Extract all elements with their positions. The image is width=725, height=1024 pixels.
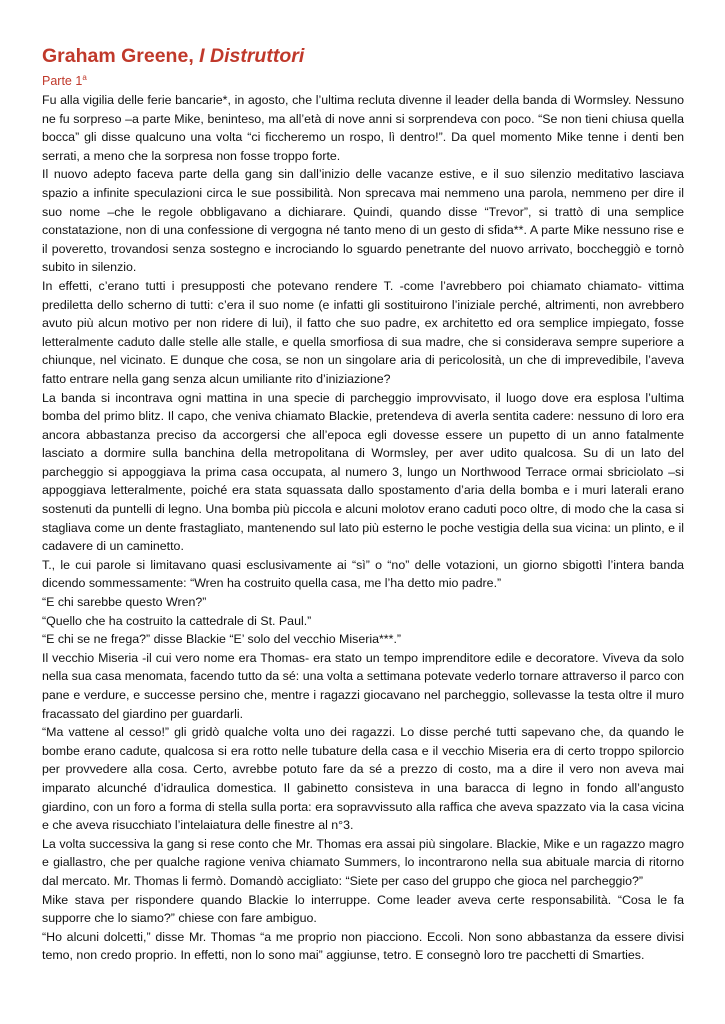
- paragraph: La volta successiva la gang si rese conto che Mr. Thomas era assai più singolare. Blackie, Mike e un ragazzo magro e giallastro, che per qualche ragione veniva chiamato Summers, lo incontrarono nella sua abituale marcia di ritorno dal mercato. Mr. Thomas li fermò. Domandò accigliato: “Siete per caso del gruppo che gioca nel parcheggio?”: [42, 836, 684, 888]
- paragraph: “Ho alcuni dolcetti,” disse Mr. Thomas “a me proprio non piacciono. Eccoli. Non sono abbastanza da essere divisi temo, non credo proprio. In effetti, non lo sono mai” aggiunse, tetro. E consegnò loro tre pacchetti di Smarties.: [42, 929, 684, 963]
- paragraph: Mike stava per rispondere quando Blackie lo interruppe. Come leader aveva certe responsabilità. “Cosa le fa supporre che lo siamo?” chiese con fare ambiguo.: [42, 892, 684, 926]
- paragraph: “E chi se ne frega?” disse Blackie “E’ solo del vecchio Miseria***.”: [42, 632, 402, 647]
- paragraph: La banda si incontrava ogni mattina in una specie di parcheggio improvvisato, il luogo dove era esplosa l’ultima bomba del primo blitz. Il capo, che veniva chiamato Blackie, pretendeva di averla sentita cadere: nessuno di loro era ancora abbastanza preciso da accorgersi che all’epoca egli dovesse essere un pupetto di un anno fatalmente lasciato a dormire sulla banchina della metropolitana di Wormsley, per aver udito qualcosa. Su di un lato del parcheggio si appoggiava la prima casa occupata, al numero 3, lungo un Northwood Terrace ormai sbriciolato –si appoggiava letteralmente, poiché era stata squassata dallo spostamento d’aria della bomba e i muri laterali erano sostenuti da puntelli di legno. Una bomba più piccola e alcuni molotov erano caduti poco oltre, di modo che la casa si stagliava come un dente frastagliato, mantenendo sul lato più esterno le poche vestigia della sua vicina: un plinto, e il cadavere di un caminetto.: [42, 390, 684, 554]
- paragraph: T., le cui parole si limitavano quasi esclusivamente ai “sì” o “no” delle votazioni, un giorno sbigottì l’intera banda dicendo sommessamente: “Wren ha costruito quella casa, me l’ha detto mio padre.”: [42, 557, 684, 591]
- part-superscript: a: [82, 72, 87, 82]
- paragraph: “E chi sarebbe questo Wren?”: [42, 595, 207, 610]
- paragraph: Il vecchio Miseria -il cui vero nome era Thomas- era stato un tempo imprenditore edile e decoratore. Viveva da solo nella sua casa menomata, facendo tutto da sé: una volta a settimana potevate vederlo tornare attraverso il parco con pane e verdure, e successe persino che, mentre i ragazzi giocavano nel parcheggio, sollevasse la testa oltre il muro fracassato del giardino per guardarli.: [42, 650, 684, 721]
- document-title: [42, 44, 684, 68]
- paragraph: Fu alla vigilia delle ferie bancarie*, in agosto, che l’ultima recluta divenne il leader della banda di Wormsley. Nessuno ne fu sorpreso –a parte Mike, beninteso, ma all’età di nove anni si sorprendeva con poco. “Se non tieni chiusa quella bocca” gli disse qualcuno una volta “ci ficcheremo un rospo, lì dentro!”. Da quel momento Mike tenne i denti ben serrati, a meno che la sorpresa non fosse troppo forte.: [42, 93, 684, 163]
- paragraph: “Quello che ha costruito la cattedrale di St. Paul.”: [42, 613, 312, 628]
- title-author: Graham Greene,: [42, 45, 194, 67]
- paragraph: In effetti, c’erano tutti i presupposti che potevano rendere T. -come l’avrebbero poi chiamato chiamato- vittima prediletta dello scherno di tutti: c’era il suo nome (e infatti gli sostituirono l’iniziale perché, altrimenti, non avrebbero avuto più alcun motivo per non ridere di lui), il fatto che suo padre, ex architetto ed ora semplice impiegato, fosse letteralmente caduto dalle stelle alle stalle, e quella smorfiosa di sua madre, che si considerava sempre superiore a chiunque, nel vicinato. E dunque che cosa, se non un singolare aria di pericolosità, un che di imprevedibile, l’aveva fatto entrare nella gang senza alcun umiliante rito d’iniziazione?: [42, 278, 684, 386]
- paragraph: “Ma vattene al cesso!” gli gridò qualche volta uno dei ragazzi. Lo disse perché tutti sapevano che, da quando le bombe erano cadute, qualcosa si era rotto nelle tubature della casa e il vecchio Miseria era di certo troppo spilorcio per provvedere alla cosa. Certo, avrebbe potuto fare da sé a prezzo di costo, ma a dire il vero non aveva mai imparato alcunché d’idraulica domestica. Il gabinetto consisteva in una baracca di legno in fondo all’angusto giardino, con un foro a forma di stella sulla porta: era sopravvissuto alla raffica che aveva spazzato via la casa vicina e che aveva risucchiato l’intelaiatura delle finestre al n°3.: [42, 725, 684, 833]
- part-label: Parte 1: [42, 74, 83, 88]
- document-page: [42, 44, 684, 965]
- part-heading: [42, 72, 684, 90]
- paragraph: Il nuovo adepto faceva parte della gang sin dall’inizio delle vacanze estive, e il suo silenzio meditativo lasciava spazio a infinite speculazioni circa le sue possibilità. Non sprecava mai nemmeno una parola, nemmeno per dire il suo nome –che le regole obbligavano a dichiarare. Quindi, quando disse “Trevor”, si trattò di una semplice constatazione, non di una confessione di vergogna né tanto meno di un gesto di sfida**. A parte Mike nessuno rise e il poveretto, trovandosi senza sostegno e incrociando lo sguardo penetrante del nuovo arrivato, boccheggiò e tornò subito in silenzio.: [42, 167, 684, 275]
- title-work: I Distruttori: [199, 45, 305, 67]
